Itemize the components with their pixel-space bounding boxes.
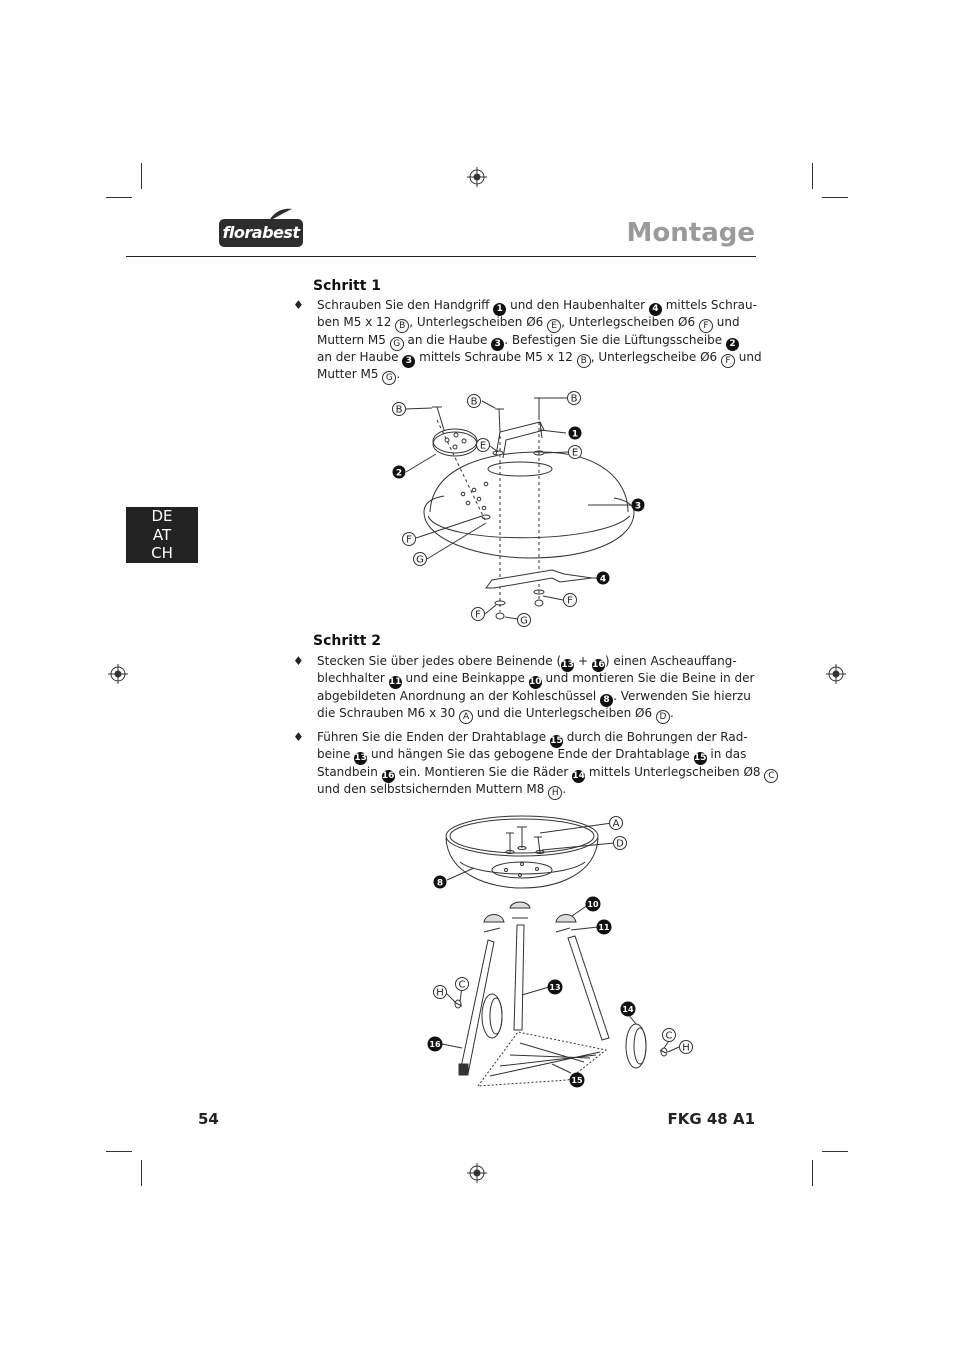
text-line — [317, 705, 737, 722]
brand-logo: florabest — [219, 219, 303, 247]
label-E — [569, 446, 582, 459]
text-run: , Unterlegscheibe Ø6 — [590, 349, 721, 364]
label-3 — [632, 499, 645, 512]
label-C — [663, 1029, 676, 1042]
label-F-text: F — [406, 534, 412, 546]
crop-mark — [812, 1160, 813, 1186]
label-C-text: C — [665, 1030, 673, 1042]
text-run: beine — [317, 747, 355, 762]
part-number-badge: 13 — [354, 753, 367, 764]
part-letter-badge: G — [390, 337, 404, 351]
label-16 — [428, 1037, 443, 1052]
text-run: . Verwenden Sie hierzu — [613, 688, 751, 703]
part-letter-badge: C — [764, 769, 778, 783]
label-10 — [586, 897, 601, 912]
label-B-text: B — [395, 404, 403, 416]
header-divider — [126, 256, 756, 257]
label-B-text: B — [570, 393, 578, 405]
label-H — [434, 986, 447, 999]
label-16-text: 16 — [429, 1040, 441, 1049]
label-G — [518, 614, 531, 627]
part-number-badge: 1 — [493, 303, 506, 316]
part-number-badge: 16 — [592, 660, 605, 670]
label-D — [614, 837, 627, 850]
label-15 — [570, 1073, 585, 1088]
registration-mark-icon — [826, 664, 846, 684]
label-2-text: 2 — [395, 468, 403, 479]
step2-text-2 — [317, 729, 775, 798]
crop-mark — [106, 1151, 132, 1152]
text-line — [317, 366, 737, 383]
part-letter-badge: D — [656, 710, 670, 724]
label-H — [680, 1041, 693, 1054]
text-line — [317, 332, 737, 349]
part-number-badge: 14 — [572, 770, 585, 781]
part-letter-badge: E — [547, 319, 561, 333]
label-A — [610, 817, 623, 830]
part-number-badge: 3 — [491, 338, 504, 351]
label-B-text: B — [470, 396, 478, 408]
text-run: ben M5 x 12 — [317, 315, 396, 330]
label-H-text: H — [436, 987, 444, 999]
step1-text — [317, 297, 762, 384]
text-run: Schrauben Sie den Handgriff — [317, 298, 494, 312]
text-run: durch die Bohrungen der Rad- — [562, 730, 748, 744]
text-run: . — [669, 705, 674, 720]
label-D-text: D — [616, 838, 624, 850]
label-F-text: F — [475, 609, 481, 621]
part-number-badge: 16 — [381, 770, 395, 781]
label-4-text: 4 — [599, 574, 607, 585]
text-run: in das — [706, 747, 747, 762]
label-8-text: 8 — [436, 878, 444, 889]
registration-mark-icon — [467, 1163, 487, 1183]
text-run: . — [396, 367, 401, 382]
text-run: und den Haubenhalter — [506, 298, 649, 312]
crop-mark — [822, 1151, 848, 1152]
text-run: und hängen Sie das gebogene Ende der Drahtablage — [367, 747, 694, 762]
part-letter-badge: B — [395, 319, 409, 333]
text-run: ein. Montieren Sie die Räder — [394, 764, 573, 779]
label-11-text: 11 — [598, 923, 610, 932]
text-line — [317, 688, 751, 705]
language-code: CH — [151, 544, 173, 562]
label-11 — [597, 920, 612, 935]
text-run: mittels Unterlegscheiben Ø8 — [585, 764, 765, 779]
label-G — [414, 553, 427, 566]
page-title: Montage — [626, 218, 755, 248]
label-F — [472, 608, 485, 621]
text-run: Standbein — [317, 764, 382, 779]
part-letter-badge: B — [577, 354, 591, 368]
label-B — [393, 403, 406, 416]
bullet-icon: ♦ — [293, 654, 304, 668]
text-run: und — [712, 315, 740, 330]
text-line — [317, 349, 762, 366]
text-line — [317, 764, 775, 781]
crop-mark — [106, 197, 132, 198]
text-line — [317, 670, 755, 688]
part-number-badge: 2 — [726, 338, 739, 351]
step1-heading: Schritt 1 — [313, 278, 382, 294]
registration-mark-icon — [108, 664, 128, 684]
label-A-text: A — [612, 818, 620, 830]
text-run: . — [562, 781, 567, 796]
language-tab — [126, 507, 198, 563]
label-15-text: 15 — [571, 1076, 583, 1085]
text-run: blechhalter — [317, 671, 389, 686]
text-run: . Befestigen Sie die Lüftungsscheibe — [504, 332, 726, 347]
label-E-text: E — [571, 447, 579, 459]
text-run: Mutter M5 — [317, 367, 383, 382]
step2-text-1 — [317, 653, 755, 722]
part-number-badge: 13 — [561, 660, 574, 670]
label-F-text: F — [567, 595, 573, 607]
label-C — [456, 978, 469, 991]
text-run: mittels Schrau- — [661, 298, 757, 312]
text-run: ) einen Ascheauffang- — [604, 654, 737, 668]
text-line — [317, 314, 740, 332]
registration-mark-icon — [467, 167, 487, 187]
label-10-text: 10 — [587, 900, 599, 909]
label-H-text: H — [682, 1042, 690, 1054]
text-line — [317, 653, 737, 670]
text-run: an die Haube — [403, 332, 492, 347]
text-line — [317, 297, 757, 314]
text-run: abgebildeten Anordnung an der Kohleschüssel — [317, 688, 601, 703]
crop-mark — [812, 163, 813, 189]
text-run: , Unterlegscheiben Ø6 — [409, 315, 548, 330]
label-4 — [597, 572, 610, 585]
text-run: und — [734, 349, 762, 364]
label-E — [477, 439, 490, 452]
bullet-icon: ♦ — [293, 730, 304, 744]
part-letter-badge: H — [548, 786, 562, 800]
label-B — [468, 395, 481, 408]
part-letter-badge: A — [459, 710, 473, 724]
model-number: FKG 48 A1 — [667, 1110, 755, 1128]
part-letter-badge: F — [699, 319, 713, 333]
crop-mark — [141, 163, 142, 189]
label-2 — [393, 466, 406, 479]
label-3-text: 3 — [634, 501, 642, 512]
crop-mark — [141, 1160, 142, 1186]
part-letter-badge: G — [382, 371, 396, 385]
text-run: , Unterlegscheiben Ø6 — [561, 315, 699, 330]
label-13-text: 13 — [549, 983, 561, 992]
text-run: die Schrauben M6 x 30 — [317, 705, 460, 720]
part-number-badge: 11 — [388, 677, 402, 688]
text-run: Stecken Sie über jedes obere Beinende ( — [317, 654, 562, 668]
label-1 — [569, 427, 582, 440]
text-run: und die Unterlegscheiben Ø6 — [473, 705, 656, 720]
lid-assembly-diagram — [380, 385, 660, 630]
crop-mark — [822, 197, 848, 198]
text-run: und den selbstsichernden Muttern M8 — [317, 781, 549, 796]
text-run: an der Haube — [317, 349, 403, 364]
label-14 — [621, 1002, 636, 1017]
language-code: AT — [152, 525, 172, 544]
label-C-text: C — [458, 979, 466, 991]
language-code: DE — [151, 507, 173, 525]
text-run: + — [574, 654, 592, 668]
bullet-icon: ♦ — [293, 298, 304, 312]
label-1-text: 1 — [571, 429, 579, 440]
text-line — [317, 781, 737, 798]
text-run: mittels Schraube M5 x 12 — [415, 349, 577, 364]
label-G-text: G — [520, 615, 528, 627]
text-run: und montieren Sie die Beine in der — [541, 671, 755, 686]
label-F — [403, 533, 416, 546]
part-letter-badge: F — [721, 354, 735, 368]
text-line — [317, 746, 747, 764]
label-F — [564, 594, 577, 607]
part-number-badge: 3 — [402, 355, 415, 368]
part-number-badge: 15 — [550, 736, 563, 746]
text-run: Führen Sie die Enden der Drahtablage — [317, 730, 550, 744]
text-run: Muttern M5 — [317, 332, 390, 347]
kettle-legs-diagram — [425, 812, 700, 1094]
part-number-badge: 10 — [528, 677, 542, 688]
label-G-text: G — [416, 554, 424, 566]
step2-heading: Schritt 2 — [313, 633, 382, 649]
text-run: und eine Beinkappe — [401, 671, 529, 686]
label-B — [568, 392, 581, 405]
text-line — [317, 729, 748, 746]
label-8 — [434, 876, 447, 889]
page-number: 54 — [198, 1110, 219, 1128]
part-number-badge: 15 — [693, 753, 707, 764]
part-number-badge: 4 — [649, 303, 662, 316]
label-E-text: E — [479, 440, 487, 452]
label-13 — [548, 980, 563, 995]
part-number-badge: 8 — [600, 694, 613, 707]
label-14-text: 14 — [622, 1005, 634, 1014]
